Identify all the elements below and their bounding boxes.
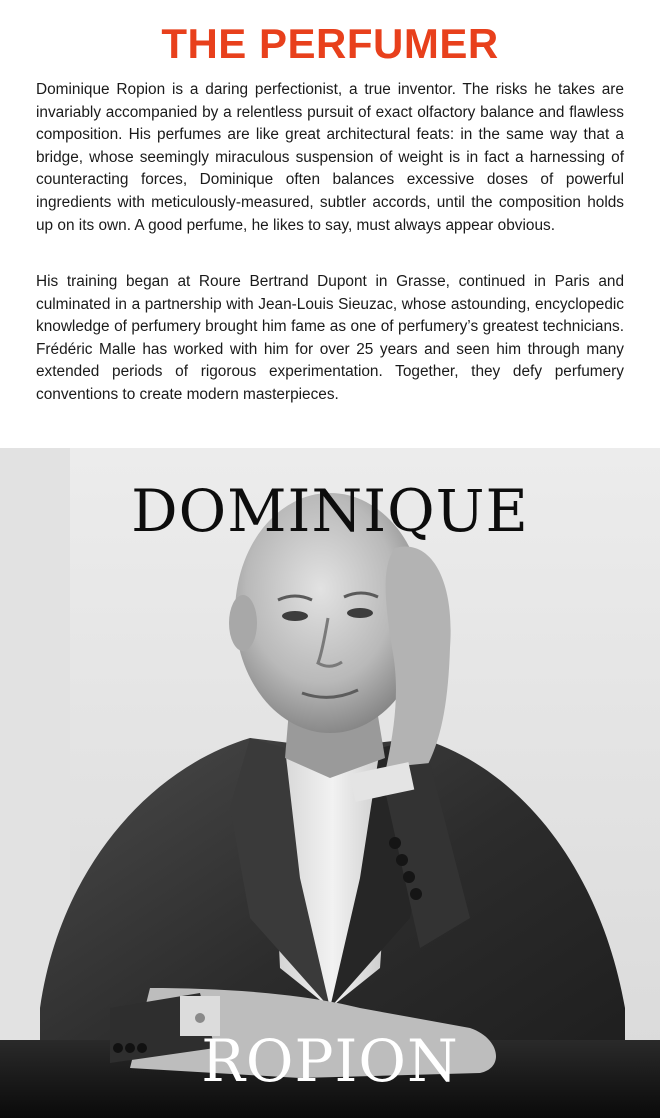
header-section — [0, 0, 660, 448]
bio-paragraph-2: His training began at Roure Bertrand Dupont in Grasse, continued in Paris and culminated in a partnership with Jean-Louis Sieuzac, whose astounding, encyclopedic knowledge of perfumery brought him fame as one of perfumery’s greatest technicians. Frédéric Malle has worked with him for over 25 years and seen him through many extended periods of rigorous experimentation. Together, they defy perfumery conventions to create modern masterpieces. — [36, 273, 624, 403]
bio-paragraph-1: Dominique Ropion is a daring perfectionist, a true inventor. The risks he takes are invariably accompanied by a relentless pursuit of exact olfactory balance and flawless composition. His perfumes are like great architectural feats: in the same way that a bridge, whose seemingly miraculous suspension of weight is in fact a harnessing of counteracting forces, Dominique often balances excessive doses of powerful ingredients with meticulously-measured, subtler accords, until the composition holds up on its own. A good perfume, he likes to say, must always appear obvious. — [36, 81, 624, 234]
portrait-illustration — [0, 448, 660, 1118]
page-title: THE PERFUMER — [161, 20, 499, 67]
portrait-last-name: ROPION — [201, 1027, 459, 1095]
portrait-photo — [0, 448, 660, 1118]
portrait-first-name: DOMINIQUE — [131, 477, 529, 545]
